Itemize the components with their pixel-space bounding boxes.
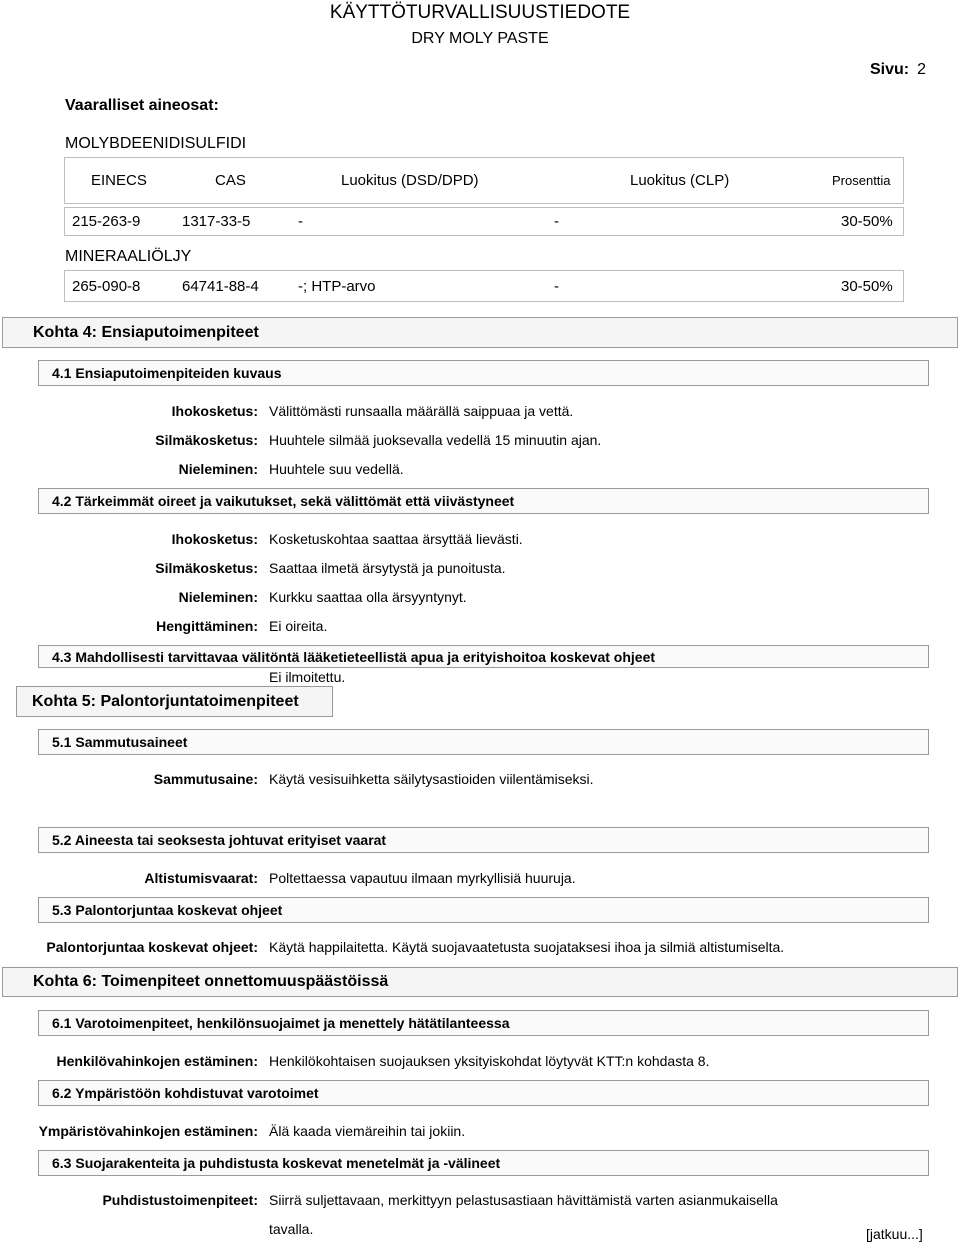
cell-percent: 30-50%	[841, 277, 893, 295]
section-5-3-header: 5.3 Palontorjuntaa koskevat ohjeet	[38, 897, 929, 923]
col-cas: CAS	[215, 172, 246, 189]
value-ingestion: Huuhtele suu vedellä.	[269, 461, 404, 477]
value-skin-contact: Kosketuskohtaa saattaa ärsyttää lievästi.	[269, 531, 523, 547]
key-personal-precautions: Henkilövahinkojen estäminen:	[56, 1053, 258, 1069]
value-eye-contact: Huuhtele silmää juoksevalla vedellä 15 minuutin ajan.	[269, 432, 602, 448]
cell-einecs: 265-090-8	[72, 277, 141, 295]
value-environmental-precautions: Älä kaada viemäreihin tai jokiin.	[269, 1123, 466, 1139]
section-6-header: Kohta 6: Toimenpiteet onnettomuuspäästöissä	[2, 967, 958, 997]
cell-percent: 30-50%	[841, 213, 893, 230]
section-4-2-header: 4.2 Tärkeimmät oireet ja vaikutukset, sekä välittömät että viivästyneet	[38, 488, 929, 514]
value-ingestion: Kurkku saattaa olla ärsyyntynyt.	[269, 589, 467, 605]
value-skin-contact: Välittömästi runsaalla määrällä saippuaa ja vettä.	[269, 403, 574, 419]
ingredients-table-header	[64, 157, 904, 204]
value-firefighting-advice: Käytä happilaitetta. Käytä suojavaatetusta suojataksesi ihoa ja silmiä altistumiselta.	[269, 939, 785, 955]
value-cleanup-methods-line2: tavalla.	[269, 1221, 314, 1237]
page-number: 2	[917, 61, 927, 78]
key-ingestion: Nieleminen:	[178, 461, 258, 477]
cell-einecs: 215-263-9	[72, 213, 141, 230]
col-percent: Prosenttia	[832, 173, 891, 188]
hazardous-heading: Vaaralliset aineosat:	[65, 97, 219, 114]
page-indicator	[870, 61, 926, 79]
cell-clp: -	[554, 277, 559, 295]
col-einecs: EINECS	[91, 172, 147, 189]
key-environmental-precautions: Ympäristövahinkojen estäminen:	[38, 1123, 258, 1139]
cell-clp: -	[554, 213, 559, 230]
value-exposure-hazards: Poltettaessa vapautuu ilmaan myrkyllisiä huuruja.	[269, 870, 576, 886]
section-4-3-header: 4.3 Mahdollisesti tarvittavaa välitöntä lääketieteellistä apua ja erityishoitoa koskevat ohjeet	[38, 645, 929, 668]
value-eye-contact: Saattaa ilmetä ärsytystä ja punoitusta.	[269, 560, 506, 576]
section-6-3-header: 6.3 Suojarakenteita ja puhdistusta koskevat menetelmät ja -välineet	[38, 1150, 929, 1176]
value-cleanup-methods-line1: Siirrä suljettavaan, merkittyyn pelastusastiaan hävittämistä varten asianmukaisella	[269, 1192, 778, 1208]
cell-dsd: -; HTP-arvo	[298, 277, 376, 295]
ingredients-row-1	[64, 207, 904, 236]
key-eye-contact: Silmäkosketus:	[155, 432, 258, 448]
key-skin-contact: Ihokosketus:	[171, 403, 258, 419]
section-4-3-text: Ei ilmoitettu.	[269, 669, 346, 685]
section-5-header: Kohta 5: Palontorjuntatoimenpiteet	[16, 686, 333, 717]
key-skin-contact: Ihokosketus:	[171, 531, 258, 547]
value-extinguishing-media: Käytä vesisuihketta säilytysastioiden viilentämiseksi.	[269, 771, 594, 787]
cell-dsd: -	[298, 213, 303, 230]
cell-cas: 64741-88-4	[182, 277, 259, 295]
col-clp: Luokitus (CLP)	[630, 172, 730, 189]
key-extinguishing-media: Sammutusaine:	[153, 771, 258, 787]
key-cleanup-methods: Puhdistustoimenpiteet:	[102, 1192, 258, 1208]
continued-marker: [jatkuu...]	[866, 1226, 923, 1242]
key-ingestion: Nieleminen:	[178, 589, 258, 605]
section-6-2-header: 6.2 Ympäristöön kohdistuvat varotoimet	[38, 1080, 929, 1106]
document-title: KÄYTTÖTURVALLISUUSTIEDOTE	[329, 2, 631, 23]
ingredients-row-2	[64, 270, 904, 302]
value-personal-precautions: Henkilökohtaisen suojauksen yksityiskohdat löytyvät KTT:n kohdasta 8.	[269, 1053, 710, 1069]
product-name: DRY MOLY PASTE	[411, 30, 549, 47]
key-exposure-hazards: Altistumisvaarat:	[144, 870, 258, 886]
cell-cas: 1317-33-5	[182, 213, 251, 230]
value-inhalation: Ei oireita.	[269, 618, 328, 634]
key-inhalation: Hengittäminen:	[156, 618, 258, 634]
page-label: Sivu:	[870, 61, 910, 78]
section-4-1-header: 4.1 Ensiaputoimenpiteiden kuvaus	[38, 360, 929, 386]
col-dsd: Luokitus (DSD/DPD)	[341, 172, 479, 189]
section-5-2-header: 5.2 Aineesta tai seoksesta johtuvat erityiset vaarat	[38, 827, 929, 853]
section-5-1-header: 5.1 Sammutusaineet	[38, 729, 929, 755]
substance-name-2: MINERAALIÖLJY	[65, 248, 192, 265]
key-eye-contact: Silmäkosketus:	[155, 560, 258, 576]
section-6-1-header: 6.1 Varotoimenpiteet, henkilönsuojaimet ja menettely hätätilanteessa	[38, 1010, 929, 1036]
substance-name-1: MOLYBDEENIDISULFIDI	[65, 135, 247, 152]
key-firefighting-advice: Palontorjuntaa koskevat ohjeet:	[46, 939, 258, 955]
section-4-header: Kohta 4: Ensiaputoimenpiteet	[2, 317, 958, 348]
